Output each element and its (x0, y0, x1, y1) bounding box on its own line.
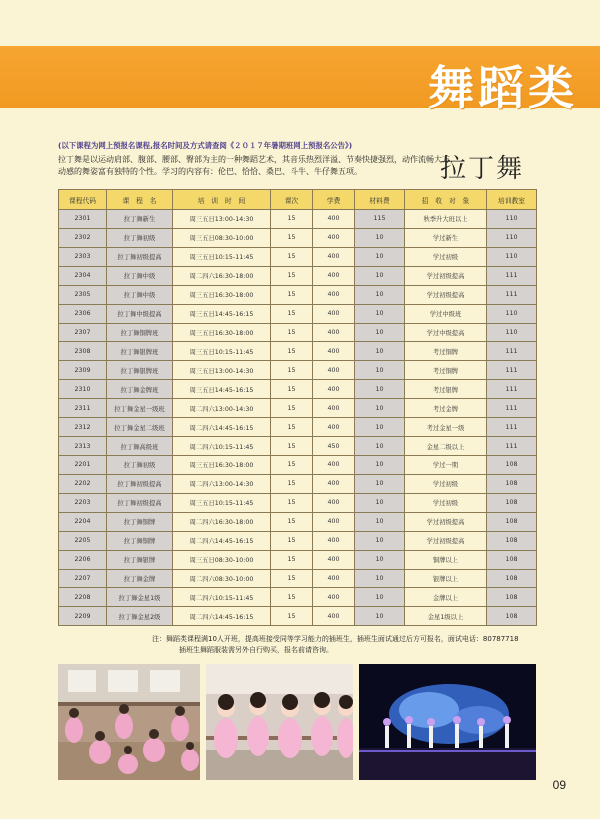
cell-code: 2205 (59, 531, 107, 550)
cell-target: 金星二级以上 (405, 437, 487, 456)
cell-target: 学过初级提高 (405, 266, 487, 285)
cell-room: 111 (487, 342, 537, 361)
cell-target: 学过新生 (405, 228, 487, 247)
table-row (59, 588, 537, 607)
cell-target: 学过初级 (405, 474, 487, 493)
cell-target: 金牌以上 (405, 588, 487, 607)
cell-time: 周三五日16:30-18:00 (173, 455, 271, 474)
cell-tuition: 400 (313, 399, 355, 418)
cell-tuition: 400 (313, 588, 355, 607)
cell-tuition: 400 (313, 569, 355, 588)
table-row (59, 266, 537, 285)
cell-room: 111 (487, 266, 537, 285)
registration-notice: (以下课程为网上预报名课程,报名时间及方式请查阅《２０１７年暑期班网上预报名公告》) (58, 141, 353, 150)
cell-tuition: 400 (313, 228, 355, 247)
col-header-material: 材料费 (355, 190, 405, 210)
cell-material: 115 (355, 210, 405, 229)
cell-target: 学过中级提高 (405, 323, 487, 342)
cell-code: 2313 (59, 437, 107, 456)
cell-code: 2303 (59, 247, 107, 266)
cell-name: 拉丁舞金星2级 (107, 607, 173, 626)
table-row (59, 323, 537, 342)
cell-code: 2307 (59, 323, 107, 342)
cell-code: 2202 (59, 474, 107, 493)
cell-name: 拉丁舞银牌班 (107, 342, 173, 361)
cell-time: 周二四六14:45-16:15 (173, 531, 271, 550)
cell-tuition: 450 (313, 437, 355, 456)
cell-room: 108 (487, 550, 537, 569)
cell-tuition: 400 (313, 266, 355, 285)
cell-sessions: 15 (271, 380, 313, 399)
cell-name: 拉丁舞铜牌 (107, 512, 173, 531)
cell-time: 周二四六10:15-11:45 (173, 437, 271, 456)
cell-sessions: 15 (271, 228, 313, 247)
cell-material: 10 (355, 437, 405, 456)
cell-target: 学过初级提高 (405, 531, 487, 550)
table-row (59, 512, 537, 531)
cell-room: 111 (487, 399, 537, 418)
cell-name: 拉丁舞中级提高 (107, 304, 173, 323)
cell-code: 2308 (59, 342, 107, 361)
cell-time: 周二四六08:30-10:00 (173, 569, 271, 588)
cell-target: 考过铜牌 (405, 342, 487, 361)
cell-code: 2208 (59, 588, 107, 607)
table-row (59, 247, 537, 266)
category-title: 舞蹈类 (428, 61, 578, 115)
table-row (59, 474, 537, 493)
cell-target: 银牌以上 (405, 569, 487, 588)
cell-time: 周二四六16:30-18:00 (173, 266, 271, 285)
cell-tuition: 400 (313, 323, 355, 342)
col-header-time: 培 训 时 间 (173, 190, 271, 210)
cell-target: 秋季升大班以上 (405, 210, 487, 229)
cell-time: 周二四六14:45-16:15 (173, 607, 271, 626)
table-row (59, 418, 537, 437)
cell-room: 108 (487, 474, 537, 493)
cell-target: 考过铜牌 (405, 361, 487, 380)
cell-target: 学过中级班 (405, 304, 487, 323)
cell-room: 110 (487, 323, 537, 342)
cell-material: 10 (355, 418, 405, 437)
cell-material: 10 (355, 342, 405, 361)
cell-room: 111 (487, 285, 537, 304)
cell-code: 2201 (59, 455, 107, 474)
top-band (0, 0, 600, 46)
cell-material: 10 (355, 399, 405, 418)
cell-name: 拉丁舞金牌 (107, 569, 173, 588)
cell-sessions: 15 (271, 266, 313, 285)
cell-material: 10 (355, 304, 405, 323)
cell-tuition: 400 (313, 210, 355, 229)
col-header-code: 课程代码 (59, 190, 107, 210)
cell-material: 10 (355, 474, 405, 493)
cell-tuition: 400 (313, 304, 355, 323)
cell-sessions: 15 (271, 210, 313, 229)
table-row (59, 228, 537, 247)
cell-name: 拉丁舞银牌班 (107, 361, 173, 380)
cell-room: 110 (487, 247, 537, 266)
cell-sessions: 15 (271, 493, 313, 512)
cell-code: 2301 (59, 210, 107, 229)
cell-material: 10 (355, 323, 405, 342)
cell-time: 周二四六10:15-11:45 (173, 588, 271, 607)
cell-name: 拉丁舞金星1级 (107, 588, 173, 607)
intro-section (58, 141, 458, 178)
cell-sessions: 15 (271, 361, 313, 380)
cell-tuition: 400 (313, 285, 355, 304)
cell-time: 周三五日10:15-11:45 (173, 342, 271, 361)
cell-name: 拉丁舞新生 (107, 210, 173, 229)
cell-material: 10 (355, 228, 405, 247)
cell-material: 10 (355, 512, 405, 531)
cell-name: 拉丁舞金星二级班 (107, 418, 173, 437)
table-row (59, 607, 537, 626)
cell-material: 10 (355, 247, 405, 266)
cell-time: 周三五日14:45-16:15 (173, 304, 271, 323)
col-header-name: 课 程 名 (107, 190, 173, 210)
enrollment-note (152, 634, 552, 656)
cell-time: 周三五日16:30-18:00 (173, 285, 271, 304)
cell-time: 周二四六13:00-14:30 (173, 474, 271, 493)
note-line-1: 注：舞蹈类课程满10人开班，提高班接受同等学习能力的插班生，插班生面试通过后方可报名，面试电话：80787718 (152, 635, 519, 643)
cell-sessions: 15 (271, 512, 313, 531)
cell-material: 10 (355, 550, 405, 569)
cell-room: 108 (487, 569, 537, 588)
table-body (59, 210, 537, 626)
table-row (59, 493, 537, 512)
table-row (59, 304, 537, 323)
cell-tuition: 400 (313, 512, 355, 531)
table-header-row (59, 190, 537, 210)
cell-time: 周三五日16:30-18:00 (173, 323, 271, 342)
cell-sessions: 15 (271, 247, 313, 266)
cell-code: 2302 (59, 228, 107, 247)
cell-target: 金星1级以上 (405, 607, 487, 626)
course-title: 拉丁舞 (440, 154, 525, 184)
cell-tuition: 400 (313, 531, 355, 550)
cell-target: 考过金星一级 (405, 418, 487, 437)
cell-time: 周二四六16:30-18:00 (173, 512, 271, 531)
cell-code: 2209 (59, 607, 107, 626)
cell-code: 2306 (59, 304, 107, 323)
stage-performance-photo (359, 664, 536, 780)
cell-tuition: 400 (313, 550, 355, 569)
cell-code: 2304 (59, 266, 107, 285)
cell-tuition: 400 (313, 493, 355, 512)
cell-material: 10 (355, 266, 405, 285)
cell-target: 学过初级提高 (405, 512, 487, 531)
cell-name: 拉丁舞中级 (107, 266, 173, 285)
cell-sessions: 15 (271, 569, 313, 588)
cell-time: 周三五日08:30-10:00 (173, 228, 271, 247)
cell-sessions: 15 (271, 607, 313, 626)
dance-class-photo (58, 664, 200, 780)
cell-material: 10 (355, 607, 405, 626)
cell-sessions: 15 (271, 304, 313, 323)
cell-tuition: 400 (313, 342, 355, 361)
cell-target: 学过初级 (405, 247, 487, 266)
cell-room: 110 (487, 228, 537, 247)
cell-room: 108 (487, 588, 537, 607)
cell-room: 108 (487, 512, 537, 531)
col-header-target: 招 收 对 象 (405, 190, 487, 210)
table-row (59, 455, 537, 474)
cell-name: 拉丁舞初级 (107, 228, 173, 247)
cell-tuition: 400 (313, 361, 355, 380)
cell-code: 2311 (59, 399, 107, 418)
table-row (59, 361, 537, 380)
cell-material: 10 (355, 285, 405, 304)
col-header-tuition: 学费 (313, 190, 355, 210)
cell-name: 拉丁舞初级提高 (107, 474, 173, 493)
col-header-room: 培训教室 (487, 190, 537, 210)
cell-material: 10 (355, 380, 405, 399)
cell-sessions: 15 (271, 455, 313, 474)
table-row (59, 399, 537, 418)
course-description: 拉丁舞是以运动肩部、腹部、腰部、臀部为主的一种舞蹈艺术，其音乐热烈洋溢、节奏快捷强烈，动作流畅大方，动感的舞姿富有独特的个性。学习的内容有：伦巴、恰恰、桑巴、斗牛、牛仔舞五项。 (58, 155, 458, 176)
cell-tuition: 400 (313, 418, 355, 437)
cell-name: 拉丁舞金星一级班 (107, 399, 173, 418)
cell-room: 108 (487, 531, 537, 550)
cell-name: 拉丁舞中级 (107, 285, 173, 304)
cell-room: 110 (487, 210, 537, 229)
cell-room: 108 (487, 455, 537, 474)
cell-sessions: 15 (271, 399, 313, 418)
cell-sessions: 15 (271, 588, 313, 607)
cell-code: 2203 (59, 493, 107, 512)
cell-code: 2206 (59, 550, 107, 569)
cell-room: 108 (487, 493, 537, 512)
cell-time: 周二四六13:00-14:30 (173, 399, 271, 418)
cell-time: 周二四六14:45-16:15 (173, 418, 271, 437)
cell-tuition: 400 (313, 607, 355, 626)
cell-room: 111 (487, 380, 537, 399)
cell-code: 2310 (59, 380, 107, 399)
table-row (59, 531, 537, 550)
cell-name: 拉丁舞初级 (107, 455, 173, 474)
table-row (59, 550, 537, 569)
cell-room: 110 (487, 304, 537, 323)
cell-sessions: 15 (271, 418, 313, 437)
cell-room: 111 (487, 437, 537, 456)
cell-name: 拉丁舞铜牌班 (107, 323, 173, 342)
course-table (58, 189, 537, 626)
cell-material: 10 (355, 569, 405, 588)
table-row (59, 569, 537, 588)
cell-target: 考过金牌 (405, 399, 487, 418)
cell-tuition: 400 (313, 455, 355, 474)
cell-time: 周三五日10:15-11:45 (173, 493, 271, 512)
cell-sessions: 15 (271, 437, 313, 456)
cell-room: 111 (487, 418, 537, 437)
cell-material: 10 (355, 493, 405, 512)
cell-code: 2305 (59, 285, 107, 304)
cell-name: 拉丁舞高级班 (107, 437, 173, 456)
barre-practice-photo (206, 664, 353, 780)
cell-target: 考过银牌 (405, 380, 487, 399)
table-row (59, 380, 537, 399)
cell-sessions: 15 (271, 323, 313, 342)
cell-target: 学过初级提高 (405, 285, 487, 304)
cell-name: 拉丁舞铜牌 (107, 531, 173, 550)
note-line-2: 插班生舞蹈服装需另外自行购买，报名前请咨询。 (179, 646, 333, 654)
table-row (59, 285, 537, 304)
cell-room: 108 (487, 607, 537, 626)
cell-time: 周三五日14:45-16:15 (173, 380, 271, 399)
cell-time: 周三五日13:00-14:30 (173, 361, 271, 380)
cell-sessions: 15 (271, 531, 313, 550)
cell-tuition: 400 (313, 247, 355, 266)
cell-name: 拉丁舞金牌班 (107, 380, 173, 399)
cell-code: 2309 (59, 361, 107, 380)
col-header-sessions: 课次 (271, 190, 313, 210)
cell-sessions: 15 (271, 474, 313, 493)
cell-target: 学过初级 (405, 493, 487, 512)
cell-name: 拉丁舞银牌 (107, 550, 173, 569)
cell-room: 111 (487, 361, 537, 380)
cell-code: 2204 (59, 512, 107, 531)
cell-code: 2312 (59, 418, 107, 437)
cell-target: 铜牌以上 (405, 550, 487, 569)
cell-material: 10 (355, 531, 405, 550)
table-row (59, 342, 537, 361)
cell-code: 2207 (59, 569, 107, 588)
cell-sessions: 15 (271, 550, 313, 569)
cell-time: 周三五日13:00-14:30 (173, 210, 271, 229)
table-row (59, 210, 537, 229)
cell-sessions: 15 (271, 285, 313, 304)
cell-material: 10 (355, 361, 405, 380)
cell-time: 周三五日10:15-11:45 (173, 247, 271, 266)
cell-name: 拉丁舞初级提高 (107, 493, 173, 512)
cell-material: 10 (355, 455, 405, 474)
table-row (59, 437, 537, 456)
cell-tuition: 400 (313, 380, 355, 399)
cell-time: 周三五日08:30-10:00 (173, 550, 271, 569)
cell-tuition: 400 (313, 474, 355, 493)
cell-material: 10 (355, 588, 405, 607)
cell-name: 拉丁舞初级提高 (107, 247, 173, 266)
cell-sessions: 15 (271, 342, 313, 361)
page-number: 09 (552, 778, 566, 792)
cell-target: 学过一期 (405, 455, 487, 474)
